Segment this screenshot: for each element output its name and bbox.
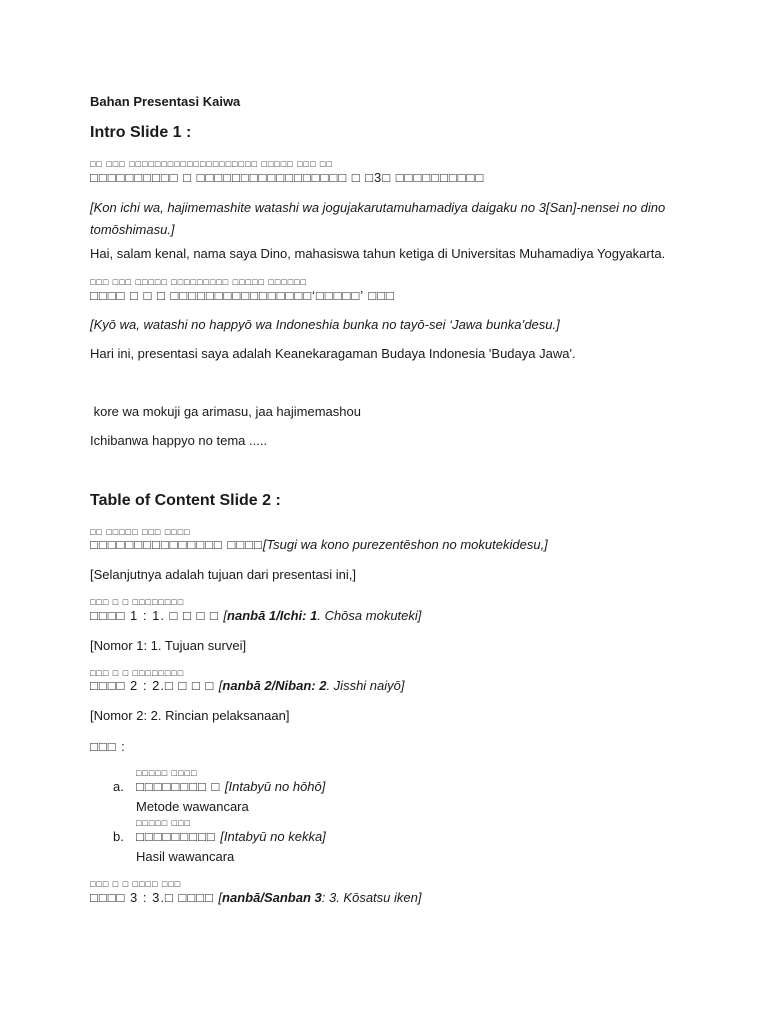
sub-b-indonesian: Hasil wawancara bbox=[136, 849, 235, 864]
sub-a-line bbox=[136, 779, 325, 794]
slide1-furigana-2: □□□ □□□ □□□□□ □□□□□□□□□ □□□□□ □□□□□□ bbox=[90, 277, 308, 287]
sub-a-japanese: □□□□□□□□ □ bbox=[136, 779, 225, 794]
sub-a-indonesian: Metode wawancara bbox=[136, 799, 249, 814]
slide1-romaji-1: [Kon ichi wa, hajimemashite watashi wa jogujakarutamuhamadiya daigaku no 3[San]-nensei no dino tomōshimasu.] bbox=[90, 200, 666, 237]
slide1-indonesian-2: Hari ini, presentasi saya adalah Keanekaragaman Budaya Indonesia 'Budaya Jawa'. bbox=[90, 346, 576, 361]
item2-indonesian: [Nomor 2: 2. Rincian pelaksanaan] bbox=[90, 708, 290, 723]
slide2-romaji-1: [Tsugi wa kono purezentēshon no mokutekidesu,] bbox=[262, 537, 548, 552]
item3-romaji: : 3. Kōsatsu iken] bbox=[321, 890, 422, 905]
slide2-heading: Table of Content Slide 2 : bbox=[90, 492, 281, 509]
item1-romaji: . Chōsa mokuteki] bbox=[317, 608, 422, 623]
sub-b-line bbox=[136, 829, 326, 844]
item1-japanese: □□□□ 1 : 1. □ □ □ □ bbox=[90, 608, 224, 623]
sub-b-romaji: [Intabyū no kekka] bbox=[220, 829, 326, 844]
sub-b-furigana: □□□□□ □□□ bbox=[136, 818, 191, 828]
slide1-furigana-1: □□ □□□ □□□□□□□□□□□□□□□□□□□□ □□□□□ □□□ □□ bbox=[90, 159, 333, 169]
item2-furigana: □□□ □ □ □□□□□□□□ bbox=[90, 668, 185, 678]
slide1-romaji-2: [Kyō wa, watashi no happyō wa Indoneshia bunka no tayō-sei ‘Jawa bunka’desu.] bbox=[90, 317, 560, 332]
item3-line: □□□□ 3 : 3.□ □□□□ [nanbā/Sanban 3: 3. Kōsatsu iken] bbox=[90, 890, 422, 905]
sub-a-furigana: □□□□□ □□□□ bbox=[136, 768, 198, 778]
slide1-japanese-1: □□□□□□□□□□ □ □□□□□□□□□□□□□□□□□ □ □3□ □□□□□□□□□□ bbox=[90, 170, 485, 185]
slide1-line-4: Ichibanwa happyo no tema ..... bbox=[90, 433, 268, 448]
document-title: Bahan Presentasi Kaiwa bbox=[90, 94, 241, 109]
item2-line: □□□□ 2 : 2.□ □ □ □ [nanbā 2/Niban: 2. Jisshi naiyō] bbox=[90, 678, 405, 693]
slide2-indonesian-1: [Selanjutnya adalah tujuan dari presentasi ini,] bbox=[90, 567, 356, 582]
item1-furigana: □□□ □ □ □□□□□□□□ bbox=[90, 597, 185, 607]
item2-bold-romaji: nanbā 2/Niban: 2 bbox=[222, 678, 327, 693]
item2-romaji: . Jisshi naiyō] bbox=[326, 678, 405, 693]
slide1-line-3: kore wa mokuji ga arimasu, jaa hajimemashou bbox=[90, 404, 361, 419]
slide1-indonesian-1: Hai, salam kenal, nama saya Dino, mahasiswa tahun ketiga di Universitas Muhamadiya Yogyakarta. bbox=[90, 246, 666, 261]
item2-japanese: □□□□ 2 : 2.□ □ □ □ bbox=[90, 678, 219, 693]
item3-japanese: □□□□ 3 : 3.□ □□□□ bbox=[90, 890, 219, 905]
sub-b-japanese: □□□□□□□□□ bbox=[136, 829, 221, 844]
item1-line: □□□□ 1 : 1. □ □ □ □ [nanbā 1/Ichi: 1. Chōsa mokuteki] bbox=[90, 608, 422, 623]
slide2-japanese-1: □□□□□□□□□□□□□□□ □□□□ bbox=[90, 537, 263, 552]
slide1-japanese-2: □□□□ □ □ □ □□□□□□□□□□□□□□□□‘□□□□□’ □□□ bbox=[90, 288, 395, 303]
item1-bold-romaji: nanbā 1/Ichi: 1 bbox=[227, 608, 318, 623]
slide2-line-1 bbox=[90, 537, 548, 552]
sub-a-romaji: [Intabyū no hōhō] bbox=[224, 779, 326, 794]
slide1-heading: Intro Slide 1 : bbox=[90, 124, 192, 141]
item1-indonesian: [Nomor 1: 1. Tujuan survei] bbox=[90, 638, 247, 653]
slide2-furigana-1: □□ □□□□□ □□□ □□□□ bbox=[90, 527, 191, 537]
item3-furigana: □□□ □ □ □□□□ □□□ bbox=[90, 879, 182, 889]
sub-a-marker: a. bbox=[113, 779, 124, 794]
item3-bold-romaji: nanbā/Sanban 3 bbox=[222, 890, 322, 905]
sub-list-label: □□□ : bbox=[90, 739, 126, 754]
sub-b-marker: b. bbox=[113, 829, 124, 844]
